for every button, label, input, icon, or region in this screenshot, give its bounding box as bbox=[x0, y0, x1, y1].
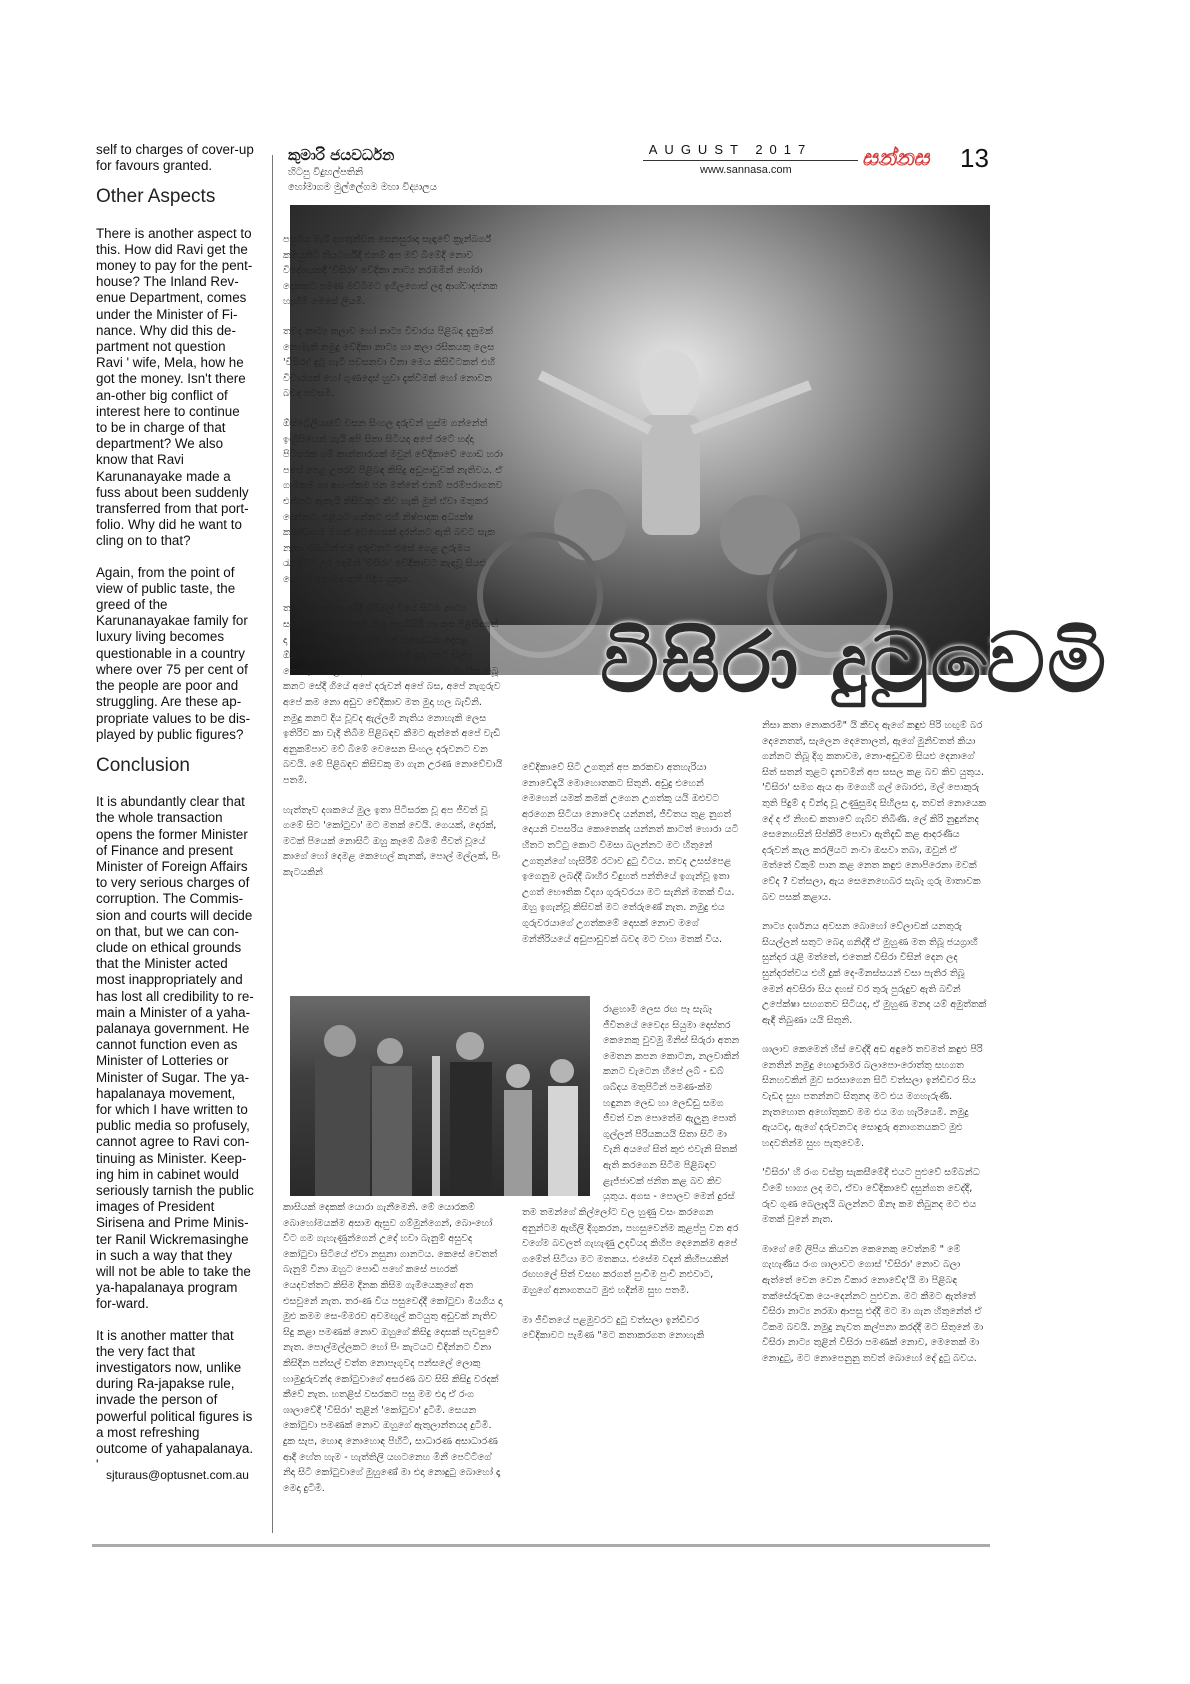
paragraph: නිසා කතා නොකරමි" යි කීවද ඇගේ කඳුළු පිරි හඟුම් බර දෙනෙතත්, සැලෙන දෙතොලත්, ඇගේ මුනිවතත් කියා ගන්නට තිබූ දිගු කතාවම, නො-අඩුවම සියළු දෙනාගේ සිත් සතන් තුළට දැනවමින් අප සසල කළ බව කිව යුතුය. 'විසිරා' සමග ඇය ආ මගෙහි ගල් බොරළු, මල් පොකුරු තුති පිදුම් ද වින්දා වූ උණුසුමද සිහිලස ද, තවත් නොයෙක දේ ද ඒ නිහඬ කතාවේ ගැබ්ව තිබිණි. ලේ කිරි නුඳුන්නද සෙනෙහසින් සිප්කිරි පොවා ඇතිදැඩි කළ ආදරණීය දරුවන් කැල කරලියට නංවා ඔසවා තබා, ඔවුන් ඒ මත්තේ විකුම් පාන කළ නෙත කඳුළු නොපිරෙනා මවක් වේද ? වත්සලා, ඇය සෙනෙහෙබර සැබෑ ගුරු මාතාවක බව පසක් කළාය. bbox=[762, 720, 987, 903]
column-divider bbox=[272, 155, 273, 1533]
article-column-2-lower bbox=[522, 1205, 742, 1537]
paragraph: ඕස්ට්‍රේලියාවේ වසන සිංහල දරුවන් හුස්ම ගන්නේත් ඉංග්‍රීසියෙන් යැයි අපි සිතා සිටියද අපේ රටේ හද්දා පිටිසරක ගම් කාන්තාරයක් මවුන් වේදිකාවේ ගොඩ හරා පසේ පෙළ උපරව පිළිබඳ කිසිදු අඩුපාඩුවක් නැතිවය. ඒ ගැමිකම හා අඟ-ප්කම ජන මත්තේ එනම් පරම්පරාගතව එන්නට ඇතැයි කිසිවකුට කිව හැකි මුත් ඒවා මතුකර දෙන්නට, එළියට ගන්නට එහි නිෂ්පාදක අධ්‍යක්ෂ කණ්ඩායම මහත් වෙහෙසක් දරන්නට ඇති බවට සැක නැත. එබැවින් එම දරුවනට එසේ ගෙළ උරුමය රැකදීමට උර දෙමින් 'විසිරා' වේදිකාවට කැඳවූ සියළු දෙනාට නොමඳ තුති පිදිය යුතුය. bbox=[283, 417, 503, 585]
paragraph: නාට්‍ය දර්ශනය අවසන බොහෝ වේලාවක් යනතුරු සියල්ලන් සතුට බෙදා ගනිද්දී ඒ මුහුණ මත තිබූ ජයග්‍රාහී සුන්දර රැළි මත්තේ, එතෙක් විසිරා විසින් දෙන ලද සුන්දරත්වය එහි දුක් දෙ-මිනස්සයන් වසා පැතිර තිබූ මෙන් අවසිරා සිය දහස් වර තුරු පුරුදුව ඇති බවින් උපේක්ෂා සහගතව සිටියද, ඒ මුහුණ මනද යම් අමුත්තක් ඇඳී තිබුණා යයි සිතුනි. bbox=[762, 921, 987, 1026]
author-email[interactable]: sjturaus@optusnet.com.au bbox=[106, 1468, 249, 1482]
author-school: හෝමාගම මුල්ලේගම මහා විද්‍යාලය bbox=[288, 182, 437, 193]
header-rule bbox=[643, 160, 858, 161]
paragraph: 'විසිරා' හි රංග වස්ත්‍ර සැකසීමේදී එයට පුළුවේ සම්බන්ධ වීමේ භාග්‍ය ලද මට, ඒවා වේදිකාවේ දසුන්ගත වෙද්දී, රුව ගුණ බෙලෑදැයි බලන්නට ඕනෑ කම තිබුනද මට එය මතක් වුනේ නැත. bbox=[762, 1167, 980, 1226]
people-lighting-lamp-icon bbox=[290, 996, 590, 1196]
heading-conclusion: Conclusion bbox=[96, 754, 190, 776]
paragraph: There is another aspect to this. How did Ravi get the money to pay for the pent-house? The Inland Rev-enue Department, comes under the Minister of Fi-nance. Why did this de-partment not question Ravi ' wife, Mela, how he got the money. Isn't there an-other big conflict of interest here to continue to be in charge of that department? We also know that Ravi Karunanayake made a fuss about been suddenly transferred from that port-folio. Why did he want to cling on to that? bbox=[96, 225, 253, 549]
article-column-3 bbox=[762, 718, 987, 1533]
article-column-1-continued bbox=[283, 1200, 503, 1535]
author-title: හිටපු විදුහල්පතිනි bbox=[288, 167, 364, 178]
article-column-1 bbox=[283, 232, 503, 992]
website: www.sannasa.com bbox=[700, 164, 792, 176]
article-headline: විසිරා දුටුවෙමි bbox=[600, 616, 1109, 711]
paragraph: තවද අප දන්නා පරිදි හිරිමල් වියේ සිටම නාට්‍ය සම්මානයන්ට හිමිකම් කියූ කුසුම්සිරි හා කුස පිළිසිඳගත් දා සිටම වේදිකාවේ හුස්ම ගත් යශෝධරා දෙපළ ඕස්ට්‍රේලියාවේ පදිංචි වී මව්බිමේ දරුවනට සිල්ප නොමැරට බලවත් අසාධාරණයක් කරනවා මා සිත තිබූ කනට සේදී ගියේ අපේ දරුවන් අපේ බස, අපේ නැගුරුව අපේ කම නො අඩුව වේදිකාව මත මුදා හල බැවිනි. නමුදු කනට දිය වූවද ඇල්ලමී නැතිය නොහැකි ලෙස ඉතිරිව කා වැදී තිබීම පිළිබඳව කීමට ඇත්තේ අපේ වැඩි අනුකම්පාව මව් බිමේ වෙසෙන සිංහල දරුවනට වන බවයි. මේ පිළිබඳව කිසිවකු මා ගැන උරණ නොවේවායි පතමි. bbox=[283, 603, 503, 786]
date-line: AUGUST 2017 bbox=[648, 142, 813, 157]
paragraph: තම තමන්ගේ කිල්ලෝට වල හුණු වසං කරගෙන අනුන්ටම ඇඟිලි දිගුකරන, පහසුවෙන්ම කුළප්පු වන අර වගේම බවලත් ගැහැණු උදවියද කිහිප දෙනෙක්ම අපේ ගමේත් සිටියා මට මතකය. එසේම වදන් කිහිපයකින් රඟහලේ සිත් වසඟ කරගත් පුංචිම පුංචි නළුවාට, ඔහුගේ අනාගතයට මුළු හදින්ම සුභ පතමි. bbox=[522, 1207, 739, 1296]
article-column-2-beside-photo bbox=[603, 1002, 743, 1202]
paragraph: It is another matter that the very fact that investigators now, unlike during Ra-japakse rule, invade the person of powerful political figures is a most refreshing outcome of yahapalanaya. ' bbox=[96, 1327, 254, 1473]
paragraph: පසුගිය මැයි දහතුන්වන සෙනසුරාදා සැඳෑවේ ක්‍රැන්බර්ග් කමියුනිටි තියටර්හිදී එනම් අප මව් බිමේදී නොව විදේශයකදී 'විසිරා' වේදිකා නාට්‍ය නරඹමින් හෝරා දෙකකට පමණ මව්බිමට ඉගිලගොස් ලද ආශ්වාදජනක හැඟීම් මෙසේ ලියමි. bbox=[283, 234, 498, 308]
paragraph: රාළහාමි ලෙස රඟ පෑ සැබෑ ජීවිතයේ වෛද්‍ය සියුමා දොස්තර කෙනෙකු වුවමු මිනිස් සිරුරා අතන මෙතන කපන කොටන, නලවාකින් කනට වැටෙන හීපේ ලබ් - ඩබ් ශබ්දය මතුපිටින් පමණ-ක්ම හඳුනන ලෙඩ හා ලෙඩ්ඩු සමග ජීවත් වන පොතේම ඇලුනු පොත් ගුල්ලන් පිරියකයයි සිතා සිටි මා වැනි අයගේ සිත් කුළු එවැනි සිතක් ඇති කරගෙන සිටීම පිළිබඳව ළැජ්ජාවක් ජනිත කළ බව කිව යුතුය. අගස - පොලව මෙන් දුරස් bbox=[603, 1004, 740, 1202]
sannasa-logo: සන්නස bbox=[862, 146, 930, 171]
paragraph: මා ජීවිතයේ පළමුවරට දුටු වත්සලා ඉන්ඩිවර වේදිකාවට පැමිණ "මට කතාකරගත නොහැකි bbox=[522, 1314, 705, 1342]
paragraph: කාසියක් දෙකක් යොරා ගැනීමෙනි. මේ යොරකම් බොහෝමයක්ම අසාම ඇසුව ගම්මුන්ගෙන්, බො-හෝ විට ගම ගැහැණුන්ගෙන් උදේ හවා බැනුම් අසුවද කෝටුවා සිටියේ ඒවා නසුනා ගානටය. කෙසේ වෙතත් බැනුම් විනා ඔහුට පොඩි පහේ කසේ පහරක් යෙදවත්තට කිසිම දිනක කිසිම ගැමියෙකුගේ අත එසවුනේ නැත. තරංණ විය පසුවෙද්දී කෝටුවා මියගිය දා මුළු කමම සෙ-ම්මරව අවමඟුල් කටයුතු අඩුවක් නැතිව සිදු කළා පමණක් නොව ඔහුගේ කිසිදු දොසක් පැවසුවේ නැත. පොල්මල්ලකට හෝ පිං කැටයට චිදින්නට විනා කිසිදින පන්සල් වත්ත නොපෑගූවද පන්සලේ ලොකු හාමුදුරුවන්ද කෝටුවාගේ අසරණ බව සිසි කිසිදු වරදක් කීවේ නැත. හතළිස් වසරකට පසු මම එදා ඒ රංග ශාලාවේදී 'විසිරා' තුළින් 'කෝටුවා' දුටිමි. සෙයන කෝටුවා පමණක් නොව ඔහුගේ ඇතුලාන්තයද දුටිමි. දුක සැප, හොඳ නොහොඳ පිහිටි, සාධාරණ අසාධාරණ ආදී හේත හැම - හැත්තිලි යහටනෙහ මිනී පෙට්ටිගේ නිදා සිටි කෝටුවාගේ මුහුණේ මා එදා නොදුටු බොහෝ දෑ මෙදා දුටිමි. bbox=[283, 1202, 503, 1494]
heading-other-aspects: Other Aspects bbox=[96, 186, 216, 208]
paragraph: මාගේ මේ ලිපිය කියවන කෙනෙකු වෙත්නම් " මේ ගැහැණිය රංග ශාලාවට ගොස් 'විසිරා' නොව බලා ඇත්තේ වෙන වෙන විකාර නොවේද'යි මා පිළිබඳ තක්සේරුවක යෙ-දෙන්නට පුළුවන. මට කීමට ඇත්තේ විසිරා නාට්‍ය නරඹා ආපසු එද්දී මට මා ගැන හිතුනේත් ඒ ටිකම බවයි. නමුදු නැවත කල්පනා කරද්දී මට සිතුනේ මා විසිරා නාට්‍ය තුළින් විසිරා පමණක් නොව, මෙතෙක් මා නොදුටු, මට නොපෙනුනු තවත් බොහෝ දේ දුටු බවය. bbox=[762, 1243, 984, 1364]
paragraph: වේදිකාවේ සිටි උගතුන් අප කරකවා අතහැරියා නොවේදැයි මොහොතකට සිතුනි. අඩුදු එහෙන් මෙහෙන් යමක් කමක් උගෙන උගත්කු යයි ඔළුවට අරගෙන සිටියා නොවේද යන්නත්, ජීවිතය තුළ නුගත් දොයනි වපසරිය කොතෙක්ද යන්නත් කාටත් හොරා යටි හිතට තට්ටු කොට විමසා බලන්නට මට හිතුනේ උගතුන්ගේ හැසිරීම් රටාව දුටු විටය. තවද උසස්පෙළ ඉගෙනුම ලබද්දී බාහිර විදුහත් පන්තියේ ඉගැන්වූ ඉතා උගත් භෞතික විද්‍යා ගුරුවරයා මට සැනින් මතක් විය. ඔහු ඉගැන්වූ කිසිවක් මට තේරුණේ නැත. නමුදු එය ගුරුවරයාගේ උගත්කමේ දොසක් නොව මගේ මන්තීරියයේ අඩුපාඩුවක් බවද මට වහා මතක් විය. bbox=[522, 762, 739, 945]
footer-rule bbox=[92, 1544, 990, 1547]
paragraph: තවද නාට්‍ය කලාව හෝ නාට්‍ය විචාරය පිළිබඳ දැනුමක් නොමැති නමුදු වේදිකා නාට්‍ය හා කලා රසිකයකු ලෙස 'විසිරා' දුටු හැටි පවසනවා විනා මෙය කිසිවිටකත් එහි විචාරයක් හෝ ගුණදොස් හුවා දැක්වීමක් හෝ නොවන බවද පවසමි. bbox=[283, 325, 496, 400]
oil-lamp-lighting-photo bbox=[290, 996, 590, 1196]
paragraph: හැත්තෑව දශකයේ මුල ඉතා පිටිසරක වූ අප ජීවත් වූ ගමේ සිට 'කෝටුවා' මට මතක් වෙයි. ගෙයක්, දොරක්, මටක් පියෙක් නොසිටි ඔහු කෑමේ බීමේ ජීවත් වූයේ කාගේ හෝ දෙමළ කෙහෙල් කැනක්, පොල් මල්ලක්, පිං කැටයකින් bbox=[283, 804, 501, 878]
article-column-2 bbox=[522, 760, 742, 996]
paragraph: ශාලාව කෙමෙන් හිස් වෙද්දී අඩ අඳුරේ තවමත් කඳුළු පිරි නෙතින් නමුදු හොඳුරාමර බලාපො-රොත්තු සහගත සිනහවකින් මුව සරසාගෙන සිටි වත්සලා ඉන්ඩිවර සිය වැඩද සුභ පතන්නට සිතුනද මට එය මගහැරුණි. නැතහොත අහෝතුකව මම එය මග හැරියෙමි. නමුදු ඇයටද, ඇගේ දරුවනටද සොඳුරු අනාගතයකට මුළු හදවතින්ම සුභ පැතුවෙමි. bbox=[762, 1044, 983, 1149]
page-number: 13 bbox=[960, 143, 989, 173]
paragraph: Again, from the point of view of public taste, the greed of the Karunanayakae family for luxury living becomes questionable in a country where over 75 per cent of the people are poor and struggling. Are these ap-propriate values to be dis-played by public figures? bbox=[96, 564, 251, 742]
paragraph: It is abundantly clear that the whole transaction opens the former Minister of Finance and present Minister of Foreign Affairs to very serious charges of corruption. The Commis-sion and courts will decide on that, but we can con-clude on ethical grounds that the Minister acted most inappropriately and has lost all credibility to re-main a Minister of a yaha-palanaya government. He cannot function even as Minister of Lotteries or Minister of Sugar. The ya-hapalanaya movement, for which I have written to public media so profusely, cannot agree to Ravi con-tinuing as Minister. Keep-ing him in cabinet would seriously tarnish the public images of President Sirisena and Prime Minis-ter Ranil Wickremasinghe in such a way that they will not be able to take the ya-hapalanaya program for-ward. bbox=[96, 794, 254, 1312]
english-column bbox=[96, 142, 254, 1488]
intro-text: self to charges of cover-up for favours granted. bbox=[96, 142, 254, 174]
author-name: කුමාරි ජයවර්ධන bbox=[288, 146, 395, 164]
author-block bbox=[288, 145, 508, 195]
